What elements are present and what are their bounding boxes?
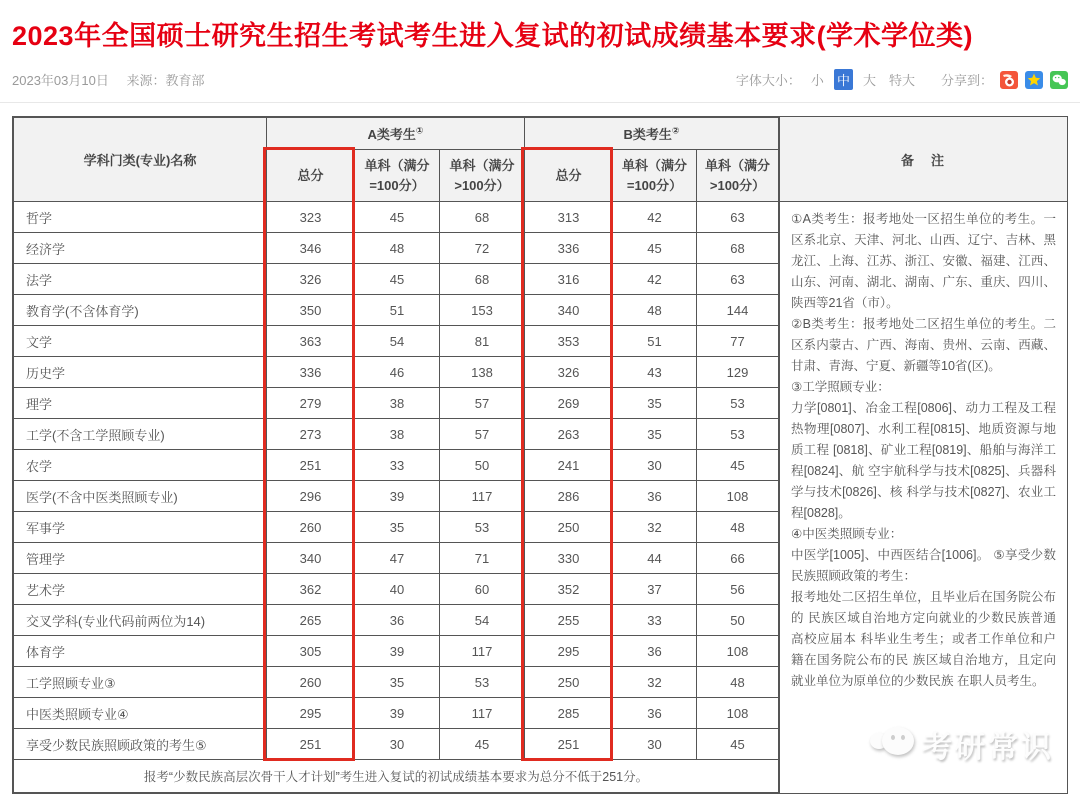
b-total-cell: 330 [525, 543, 613, 574]
subject-name-cell: 工学照顾专业③ [14, 667, 267, 698]
wechat-share-icon[interactable] [1050, 71, 1068, 89]
col-header-b-single-eq100: 单科（满分=100分） [613, 150, 697, 202]
a-single-eq100-cell: 45 [355, 202, 440, 233]
b-total-cell: 255 [525, 605, 613, 636]
b-single-gt100-cell: 56 [697, 574, 779, 605]
b-single-eq100-cell: 30 [613, 450, 697, 481]
a-total-cell: 326 [267, 264, 355, 295]
a-single-eq100-cell: 45 [355, 264, 440, 295]
a-single-eq100-cell: 39 [355, 698, 440, 729]
a-single-gt100-cell: 45 [440, 729, 525, 760]
b-single-eq100-cell: 45 [613, 233, 697, 264]
b-single-eq100-cell: 42 [613, 202, 697, 233]
b-single-eq100-cell: 42 [613, 264, 697, 295]
subject-name-cell: 军事学 [14, 512, 267, 543]
remark-paragraph: 报考地处二区招生单位，且毕业后在国务院公布的 民族区域自治地方定向就业的少数民族普通高校应届本 科毕业生考生；或者工作单位和户籍在国务院公布的民 族区域自治地方，且定向就业单位为原单位的少数民族 在职人员考生。 [791, 590, 1056, 688]
b-single-eq100-cell: 43 [613, 357, 697, 388]
a-total-cell: 323 [267, 202, 355, 233]
subject-name-cell: 哲学 [14, 202, 267, 233]
subject-name-cell: 中医类照顾专业④ [14, 698, 267, 729]
b-single-gt100-cell: 50 [697, 605, 779, 636]
b-total-cell: 336 [525, 233, 613, 264]
publish-date: 2023年03月10日 [12, 73, 109, 88]
a-total-cell: 295 [267, 698, 355, 729]
a-single-gt100-cell: 71 [440, 543, 525, 574]
a-single-gt100-cell: 57 [440, 419, 525, 450]
b-total-cell: 250 [525, 667, 613, 698]
a-single-eq100-cell: 51 [355, 295, 440, 326]
a-single-gt100-cell: 138 [440, 357, 525, 388]
table-row [14, 698, 779, 729]
subject-name-cell: 医学(不含中医类照顾专业) [14, 481, 267, 512]
score-table [13, 117, 779, 793]
b-single-gt100-cell: 53 [697, 388, 779, 419]
b-single-gt100-cell: 63 [697, 202, 779, 233]
page-title: 2023年全国硕士研究生招生考试考生进入复试的初试成绩基本要求(学术学位类) [12, 21, 974, 51]
b-single-eq100-cell: 44 [613, 543, 697, 574]
b-total-cell: 340 [525, 295, 613, 326]
subject-name-cell: 交叉学科(专业代码前两位为14) [14, 605, 267, 636]
b-total-cell: 286 [525, 481, 613, 512]
subject-name-cell: 法学 [14, 264, 267, 295]
a-single-eq100-cell: 39 [355, 481, 440, 512]
b-single-gt100-cell: 45 [697, 729, 779, 760]
a-single-eq100-cell: 48 [355, 233, 440, 264]
a-total-cell: 350 [267, 295, 355, 326]
a-single-eq100-cell: 33 [355, 450, 440, 481]
table-row [14, 450, 779, 481]
a-single-eq100-cell: 30 [355, 729, 440, 760]
b-single-gt100-cell: 108 [697, 698, 779, 729]
table-footer-note: 报考“少数民族高层次骨干人才计划”考生进入复试的初试成绩基本要求为总分不低于251分。 [14, 760, 779, 793]
a-single-eq100-cell: 35 [355, 667, 440, 698]
table-row [14, 419, 779, 450]
a-total-cell: 251 [267, 729, 355, 760]
b-single-eq100-cell: 35 [613, 388, 697, 419]
a-single-gt100-cell: 117 [440, 481, 525, 512]
font-size-label: 字体大小： [735, 73, 801, 88]
share-label: 分享到： [940, 73, 993, 88]
col-header-group-b: B类考生② [525, 118, 779, 150]
b-total-cell: 285 [525, 698, 613, 729]
remark-paragraph: ④中医类照顾专业： [791, 527, 903, 541]
table-row [14, 605, 779, 636]
subject-name-cell: 农学 [14, 450, 267, 481]
b-total-cell: 250 [525, 512, 613, 543]
a-single-eq100-cell: 38 [355, 419, 440, 450]
group-b-footnote-mark: ② [671, 125, 680, 136]
b-single-eq100-cell: 35 [613, 419, 697, 450]
col-header-a-total: 总分 [267, 150, 355, 202]
b-single-eq100-cell: 48 [613, 295, 697, 326]
score-table-body [14, 202, 779, 760]
watermark-text: 考研常识 [922, 731, 1054, 764]
a-total-cell: 296 [267, 481, 355, 512]
b-single-gt100-cell: 66 [697, 543, 779, 574]
table-row [14, 295, 779, 326]
qzone-share-icon[interactable] [1025, 71, 1043, 89]
table-row [14, 233, 779, 264]
col-header-a-single-eq100: 单科（满分=100分） [355, 150, 440, 202]
b-single-eq100-cell: 32 [613, 667, 697, 698]
table-row [14, 574, 779, 605]
a-total-cell: 251 [267, 450, 355, 481]
remark-paragraph: ③工学照顾专业： [791, 380, 890, 394]
b-single-gt100-cell: 77 [697, 326, 779, 357]
b-single-gt100-cell: 129 [697, 357, 779, 388]
a-single-eq100-cell: 40 [355, 574, 440, 605]
col-header-b-single-gt100: 单科（满分>100分） [697, 150, 779, 202]
subject-name-cell: 艺术学 [14, 574, 267, 605]
a-total-cell: 336 [267, 357, 355, 388]
a-single-gt100-cell: 54 [440, 605, 525, 636]
a-single-gt100-cell: 153 [440, 295, 525, 326]
font-size-small[interactable]: 小 [810, 73, 824, 88]
a-total-cell: 265 [267, 605, 355, 636]
b-single-gt100-cell: 108 [697, 481, 779, 512]
subject-name-cell: 教育学(不含体育学) [14, 295, 267, 326]
subject-name-cell: 体育学 [14, 636, 267, 667]
font-size-xlarge[interactable]: 特大 [888, 73, 915, 88]
a-single-eq100-cell: 35 [355, 512, 440, 543]
b-single-gt100-cell: 48 [697, 512, 779, 543]
subject-name-cell: 享受少数民族照顾政策的考生⑤ [14, 729, 267, 760]
meta-tools [736, 69, 1068, 90]
col-header-remark: 备 注 [780, 117, 1067, 202]
table-row [14, 667, 779, 698]
a-single-gt100-cell: 117 [440, 636, 525, 667]
a-single-gt100-cell: 117 [440, 698, 525, 729]
col-header-b-total: 总分 [525, 150, 613, 202]
subject-name-cell: 文学 [14, 326, 267, 357]
a-single-gt100-cell: 53 [440, 667, 525, 698]
table-row [14, 481, 779, 512]
remark-paragraph: 力学[0801]、冶金工程[0806]、动力工程及工程热物理[0807]、水利工程[0815]、地质资源与地质工程 [0818]、矿业工程[0819]、船舶与海洋工程[0824]、航 空宇航科学与技术[0825]、兵器科学与技术[0826]、核 科学与技术[0827]、农业工程[0828]。 [791, 401, 1056, 520]
b-total-cell: 263 [525, 419, 613, 450]
table-row [14, 264, 779, 295]
a-total-cell: 305 [267, 636, 355, 667]
table-row [14, 512, 779, 543]
b-single-eq100-cell: 32 [613, 512, 697, 543]
subject-name-cell: 管理学 [14, 543, 267, 574]
a-single-eq100-cell: 36 [355, 605, 440, 636]
table-row [14, 326, 779, 357]
font-size-medium[interactable]: 中 [834, 69, 853, 90]
a-single-eq100-cell: 47 [355, 543, 440, 574]
source-label: 来源：教育部 [126, 73, 205, 88]
a-total-cell: 362 [267, 574, 355, 605]
b-total-cell: 352 [525, 574, 613, 605]
a-single-gt100-cell: 60 [440, 574, 525, 605]
a-single-gt100-cell: 50 [440, 450, 525, 481]
a-single-gt100-cell: 68 [440, 264, 525, 295]
b-total-cell: 316 [525, 264, 613, 295]
a-single-eq100-cell: 39 [355, 636, 440, 667]
a-single-eq100-cell: 46 [355, 357, 440, 388]
table-row [14, 388, 779, 419]
subject-name-cell: 工学(不含工学照顾专业) [14, 419, 267, 450]
subject-name-cell: 理学 [14, 388, 267, 419]
col-header-group-a: A类考生① [267, 118, 525, 150]
b-total-cell: 353 [525, 326, 613, 357]
remark-paragraph: ①A类考生：报考地处一区招生单位的考生。一区系北京、天津、河北、山西、辽宁、吉林、黑龙江、上海、江苏、浙江、安徽、福建、江西、山东、河南、湖北、湖南、广东、重庆、四川、陕西等21省（市）。 [791, 212, 1056, 310]
remark-paragraph: 中医学[1005]、中西医结合[1006]。 ⑤享受少数民族照顾政策的考生： [791, 548, 1056, 583]
b-total-cell: 295 [525, 636, 613, 667]
col-header-subject: 学科门类(专业)名称 [14, 118, 267, 202]
table-row [14, 543, 779, 574]
b-single-gt100-cell: 63 [697, 264, 779, 295]
table-row [14, 202, 779, 233]
b-single-eq100-cell: 30 [613, 729, 697, 760]
group-a-footnote-mark: ① [415, 125, 424, 136]
b-single-eq100-cell: 36 [613, 698, 697, 729]
a-total-cell: 363 [267, 326, 355, 357]
b-single-gt100-cell: 53 [697, 419, 779, 450]
score-table-wrap [12, 116, 1068, 794]
b-single-gt100-cell: 144 [697, 295, 779, 326]
a-single-gt100-cell: 81 [440, 326, 525, 357]
subject-name-cell: 历史学 [14, 357, 267, 388]
b-single-eq100-cell: 33 [613, 605, 697, 636]
remark-paragraph: ②B类考生：报考地处二区招生单位的考生。二区系内蒙古、广西、海南、贵州、云南、西藏、甘肃、青海、宁夏、新疆等10省(区)。 [791, 317, 1056, 373]
a-single-eq100-cell: 38 [355, 388, 440, 419]
a-total-cell: 273 [267, 419, 355, 450]
b-total-cell: 326 [525, 357, 613, 388]
a-single-gt100-cell: 68 [440, 202, 525, 233]
b-total-cell: 313 [525, 202, 613, 233]
a-total-cell: 260 [267, 512, 355, 543]
b-single-eq100-cell: 37 [613, 574, 697, 605]
b-single-gt100-cell: 68 [697, 233, 779, 264]
subject-name-cell: 经济学 [14, 233, 267, 264]
a-total-cell: 260 [267, 667, 355, 698]
col-header-a-single-gt100: 单科（满分>100分） [440, 150, 525, 202]
b-single-gt100-cell: 45 [697, 450, 779, 481]
b-total-cell: 251 [525, 729, 613, 760]
b-total-cell: 269 [525, 388, 613, 419]
meta-bar [0, 53, 1080, 103]
table-row [14, 729, 779, 760]
b-single-eq100-cell: 36 [613, 481, 697, 512]
b-total-cell: 241 [525, 450, 613, 481]
a-single-gt100-cell: 72 [440, 233, 525, 264]
a-single-eq100-cell: 54 [355, 326, 440, 357]
weibo-share-icon[interactable] [1000, 71, 1018, 89]
a-total-cell: 340 [267, 543, 355, 574]
a-single-gt100-cell: 53 [440, 512, 525, 543]
a-total-cell: 279 [267, 388, 355, 419]
a-total-cell: 346 [267, 233, 355, 264]
a-single-gt100-cell: 57 [440, 388, 525, 419]
table-row [14, 357, 779, 388]
font-size-large[interactable]: 大 [862, 73, 876, 88]
table-row [14, 636, 779, 667]
remark-column [779, 117, 1067, 793]
meta-info [12, 70, 218, 89]
b-single-eq100-cell: 36 [613, 636, 697, 667]
remark-text [780, 202, 1067, 793]
b-single-eq100-cell: 51 [613, 326, 697, 357]
b-single-gt100-cell: 108 [697, 636, 779, 667]
b-single-gt100-cell: 48 [697, 667, 779, 698]
